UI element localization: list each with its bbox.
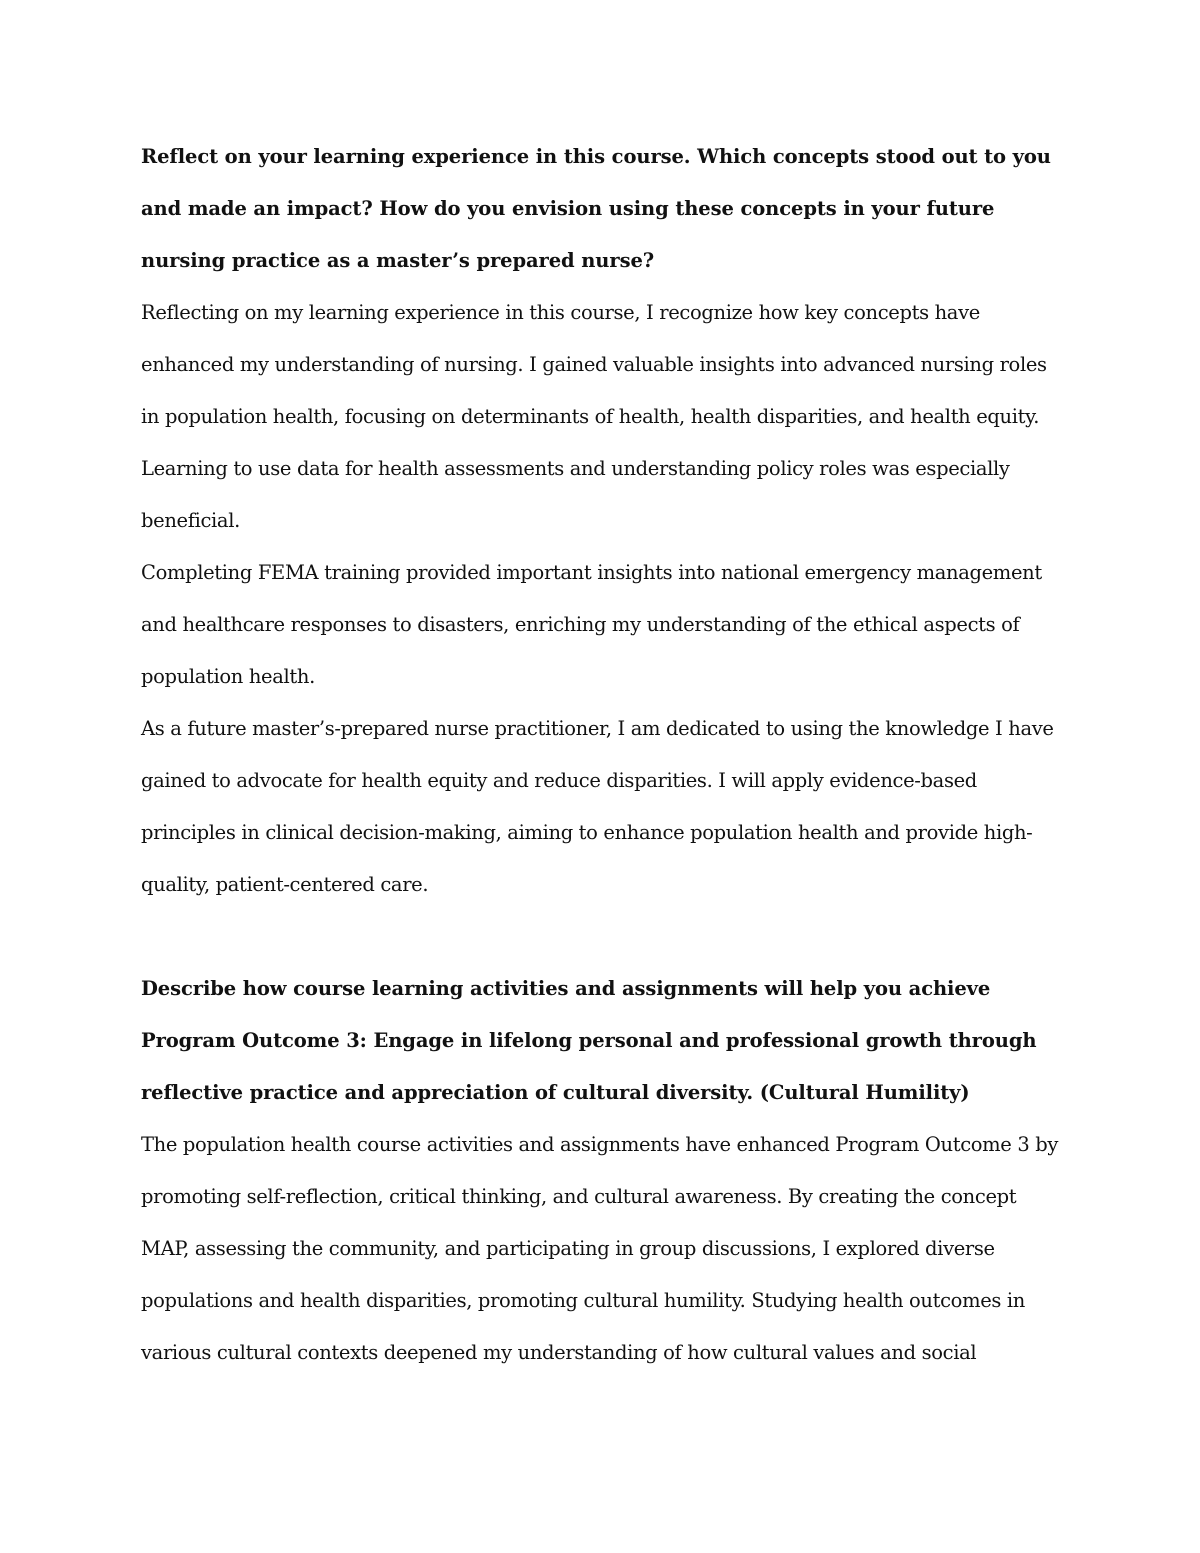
- section-2-paragraph-1: The population health course activities and assignments have enhanced Program Outcome 3 by promoting self-reflection, critical thinking, and cultural awareness. By creating the concept MAP, assessing the community, and participating in group discussions, I explored diverse populations and health disparities, promoting cultural humility. Studying health outcomes in various cultural contexts deepened my understanding of how cultural values and social: [141, 1133, 1059, 1364]
- section-1-paragraph-1: Reflecting on my learning experience in this course, I recognize how key concepts have enhanced my understanding of nursing. I gained valuable insights into advanced nursing roles in population health, focusing on determinants of health, health disparities, and health equity. Learning to use data for health assessments and understanding policy roles was especially beneficial.: [141, 301, 1047, 532]
- section-1-paragraph-2: Completing FEMA training provided important insights into national emergency management and healthcare responses to disasters, enriching my understanding of the ethical aspects of population health.: [141, 561, 1042, 688]
- section-1-paragraph-3: As a future master’s-prepared nurse practitioner, I am dedicated to using the knowledge I have gained to advocate for health equity and reduce disparities. I will apply evidence-based principles in clinical decision-making, aiming to enhance population health and provide high-quality, patient-centered care.: [141, 717, 1054, 896]
- section-spacer: [141, 911, 1066, 963]
- section-1-question: Reflect on your learning experience in this course. Which concepts stood out to you and made an impact? How do you envision using these concepts in your future nursing practice as a master’s prepared nurse?: [141, 145, 1051, 272]
- section-2-question: Describe how course learning activities and assignments will help you achieve Program Outcome 3: Engage in lifelong personal and professional growth through reflective practice and appreciation of cultural diversity. (Cultural Humility): [141, 977, 1037, 1104]
- document-body: [141, 131, 1066, 1379]
